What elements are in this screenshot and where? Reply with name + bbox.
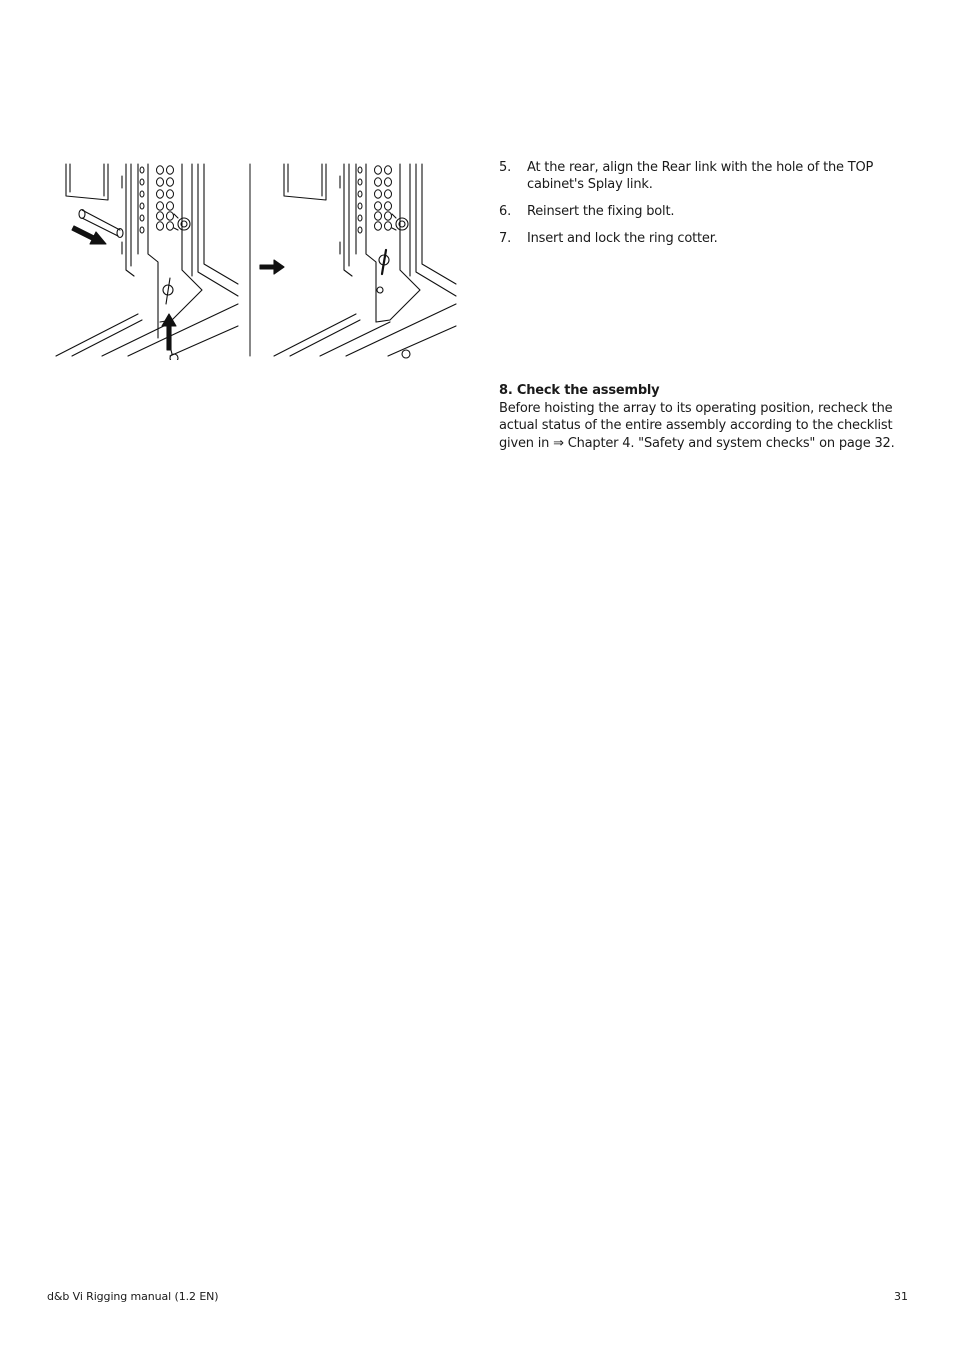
arrow-up-icon [162, 314, 176, 350]
check-assembly-section [499, 382, 911, 452]
step-text: Insert and lock the ring cotter. [527, 231, 718, 246]
list-item [499, 203, 909, 220]
step-number: 6. [499, 204, 512, 219]
rigging-illustration-svg [42, 158, 458, 360]
rigging-illustration [42, 158, 458, 360]
arrow-diagonal-icon [72, 226, 106, 244]
step-text: At the rear, align the Rear link with the hole of the TOP cabinet's Splay link. [527, 160, 874, 192]
right-panel [274, 164, 456, 358]
step-number: 5. [499, 160, 512, 175]
step-number: 7. [499, 231, 512, 246]
list-item [499, 159, 909, 193]
list-item [499, 230, 909, 247]
section-body: Before hoisting the array to its operating position, recheck the actual status of the entire assembly according to the checklist given in ⇒ Chapter 4. "Safety and system checks" on page 32. [499, 400, 895, 451]
step-list [499, 159, 909, 257]
page-number: 31 [894, 1290, 908, 1303]
left-panel [56, 164, 238, 360]
footer-manual-title: d&b Vi Rigging manual (1.2 EN) [47, 1290, 219, 1303]
step-text: Reinsert the fixing bolt. [527, 204, 675, 219]
arrow-right-icon [260, 260, 284, 274]
section-heading: 8. Check the assembly [499, 383, 660, 398]
